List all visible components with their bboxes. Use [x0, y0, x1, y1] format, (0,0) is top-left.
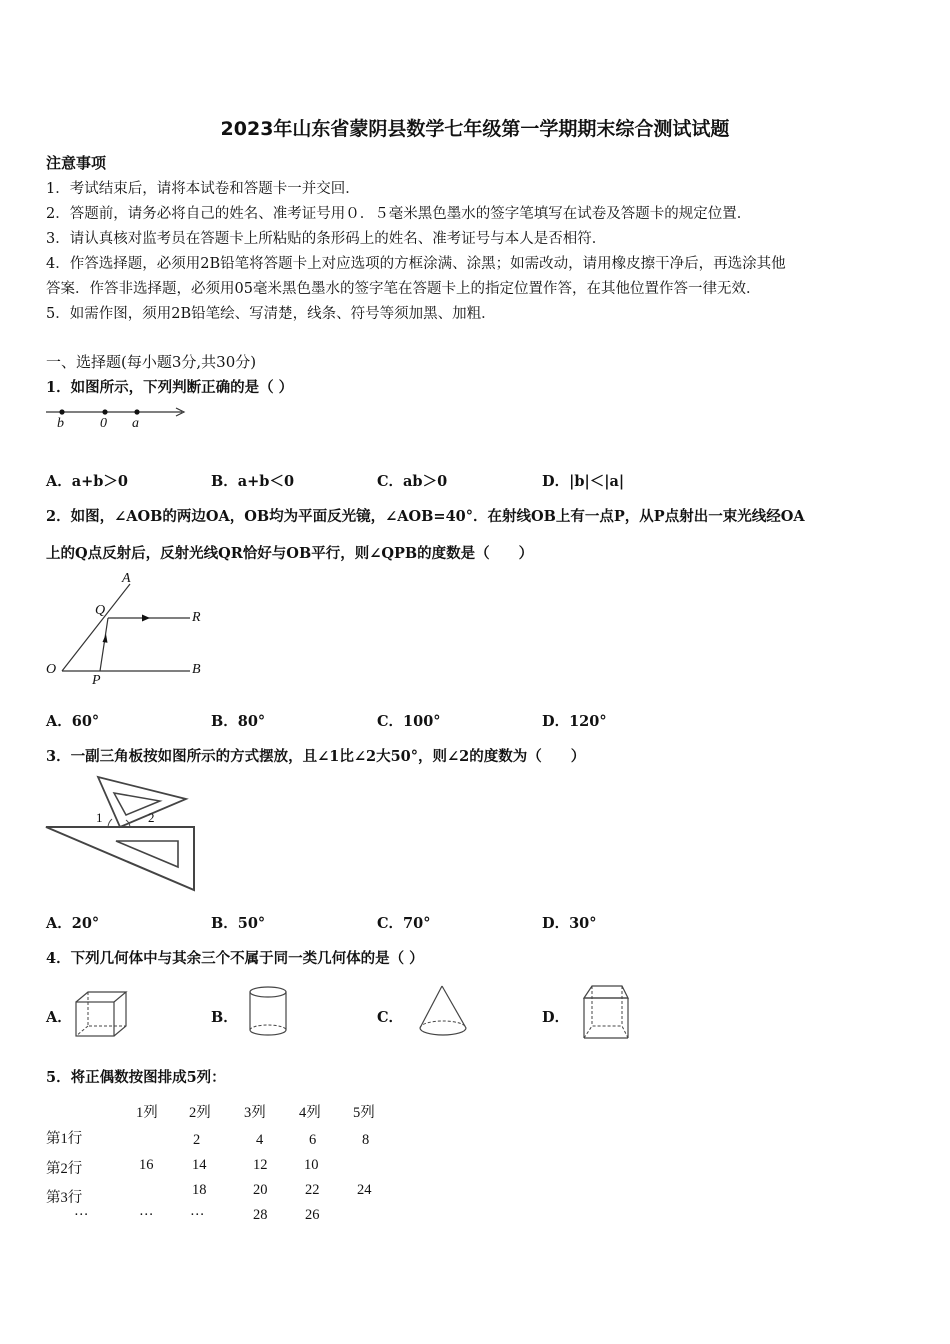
- q5-stem: 5．将正偶数按图排成5列：: [46, 1069, 226, 1086]
- q5-cell: 6: [309, 1132, 317, 1148]
- q1-option-a[interactable]: A．a+b＞0: [46, 473, 129, 490]
- q5-cell: 16: [139, 1157, 154, 1173]
- q2-stem-line1: 2．如图，∠AOB的两边OA，OB均为平面反光镜，∠AOB=40°．在射线OB上有一点P，从P点射出一束光线经OA: [46, 508, 805, 525]
- q5-row-label: 第1行: [46, 1131, 83, 1147]
- q5-ellipsis: …: [74, 1203, 89, 1219]
- q5-header-5: 5列: [353, 1105, 375, 1121]
- q5-header-2: 2列: [189, 1105, 211, 1121]
- q5-row-label: 第3行: [46, 1190, 83, 1206]
- page-title: 2023年山东省蒙阴县数学七年级第一学期期末综合测试试题: [220, 118, 730, 140]
- cube-icon: [74, 990, 130, 1040]
- q5-ellipsis: …: [190, 1203, 205, 1219]
- prism-icon: [580, 984, 632, 1042]
- cylinder-icon: [244, 984, 294, 1040]
- q2-label-r: R: [192, 610, 201, 625]
- q2-label-q: Q: [95, 603, 106, 618]
- q5-header-4: 4列: [299, 1105, 321, 1121]
- q5-row-label: 第2行: [46, 1161, 83, 1177]
- q3-angle-1: 1: [96, 810, 103, 825]
- q5-cell: 22: [305, 1182, 320, 1198]
- q5-cell: 28: [253, 1207, 268, 1223]
- notice-item-3: 3．请认真核对监考员在答题卡上所粘贴的条形码上的姓名、准考证号与本人是否相符．: [46, 231, 607, 247]
- q5-header-1: 1列: [136, 1105, 158, 1121]
- q1-label-0: 0: [100, 416, 107, 431]
- q2-label-p: P: [92, 673, 101, 688]
- notice-item-5: 5．如需作图，须用2B铅笔绘、写清楚，线条、符号等须加黑、加粗．: [46, 306, 496, 322]
- q5-ellipsis: …: [139, 1203, 154, 1219]
- notice-item-1: 1．考试结束后，请将本试卷和答题卡一并交回．: [46, 181, 360, 197]
- q1-label-a: a: [132, 416, 139, 431]
- q3-angle-2: 2: [148, 810, 155, 825]
- notice-item-4b: 答案．作答非选择题，必须用05毫米黑色墨水的签字笔在答题卡上的指定位置作答，在其他位置作答一律无效．: [46, 281, 761, 297]
- q5-cell: 2: [193, 1132, 201, 1148]
- q3-stem: 3．一副三角板按如图所示的方式摆放，且∠1比∠2大50°，则∠2的度数为（ ）: [46, 748, 586, 765]
- q5-cell: 10: [304, 1157, 319, 1173]
- notice-heading: 注意事项: [46, 154, 107, 172]
- notice-item-2: 2．答题前，请务必将自己的姓名、准考证号用０．５毫米黑色墨水的签字笔填写在试卷及答题卡的规定位置．: [46, 206, 752, 222]
- q2-label-b: B: [192, 662, 201, 677]
- section-heading: 一、选择题(每小题3分,共30分): [46, 353, 257, 371]
- q2-stem-line2: 上的Q点反射后，反射光线QR恰好与OB平行，则∠QPB的度数是（ ）: [46, 545, 534, 562]
- cone-icon: [414, 984, 476, 1042]
- q4-option-a[interactable]: A．: [46, 1009, 72, 1026]
- q1-option-c[interactable]: C．ab＞0: [377, 473, 448, 490]
- q4-option-d[interactable]: D．: [542, 1009, 570, 1026]
- q2-option-b[interactable]: B．80°: [211, 713, 266, 730]
- q3-figure: [44, 775, 204, 900]
- q1-stem: 1．如图所示，下列判断正确的是（ ）: [46, 379, 294, 396]
- q1-label-b: b: [57, 416, 64, 431]
- q5-cell: 20: [253, 1182, 268, 1198]
- q5-cell: 24: [357, 1182, 372, 1198]
- q5-cell: 14: [192, 1157, 207, 1173]
- q5-cell: 18: [192, 1182, 207, 1198]
- q2-option-d[interactable]: D．120°: [542, 713, 607, 730]
- q4-stem: 4．下列几何体中与其余三个不属于同一类几何体的是（ ）: [46, 950, 424, 967]
- q2-option-a[interactable]: A．60°: [46, 713, 100, 730]
- q2-option-c[interactable]: C．100°: [377, 713, 441, 730]
- q1-option-d[interactable]: D．|b|＜|a|: [542, 473, 625, 490]
- q5-cell: 26: [305, 1207, 320, 1223]
- notice-item-4a: 4．作答选择题，必须用2B铅笔将答题卡上对应选项的方框涂满、涂黑；如需改动，请用橡皮擦干净后，再选涂其他: [46, 256, 786, 272]
- q5-cell: 12: [253, 1157, 268, 1173]
- q4-option-b[interactable]: B．: [211, 1009, 238, 1026]
- q3-option-c[interactable]: C．70°: [377, 915, 431, 932]
- q2-label-o: O: [46, 662, 57, 677]
- q5-cell: 4: [256, 1132, 264, 1148]
- q1-number-line: [44, 402, 194, 434]
- q5-header-3: 3列: [244, 1105, 266, 1121]
- q5-cell: 8: [362, 1132, 370, 1148]
- q3-option-b[interactable]: B．50°: [211, 915, 266, 932]
- q4-option-c[interactable]: C．: [377, 1009, 404, 1026]
- q3-option-d[interactable]: D．30°: [542, 915, 597, 932]
- q1-option-b[interactable]: B．a+b＜0: [211, 473, 295, 490]
- q2-label-a: A: [122, 571, 131, 586]
- q3-option-a[interactable]: A．20°: [46, 915, 100, 932]
